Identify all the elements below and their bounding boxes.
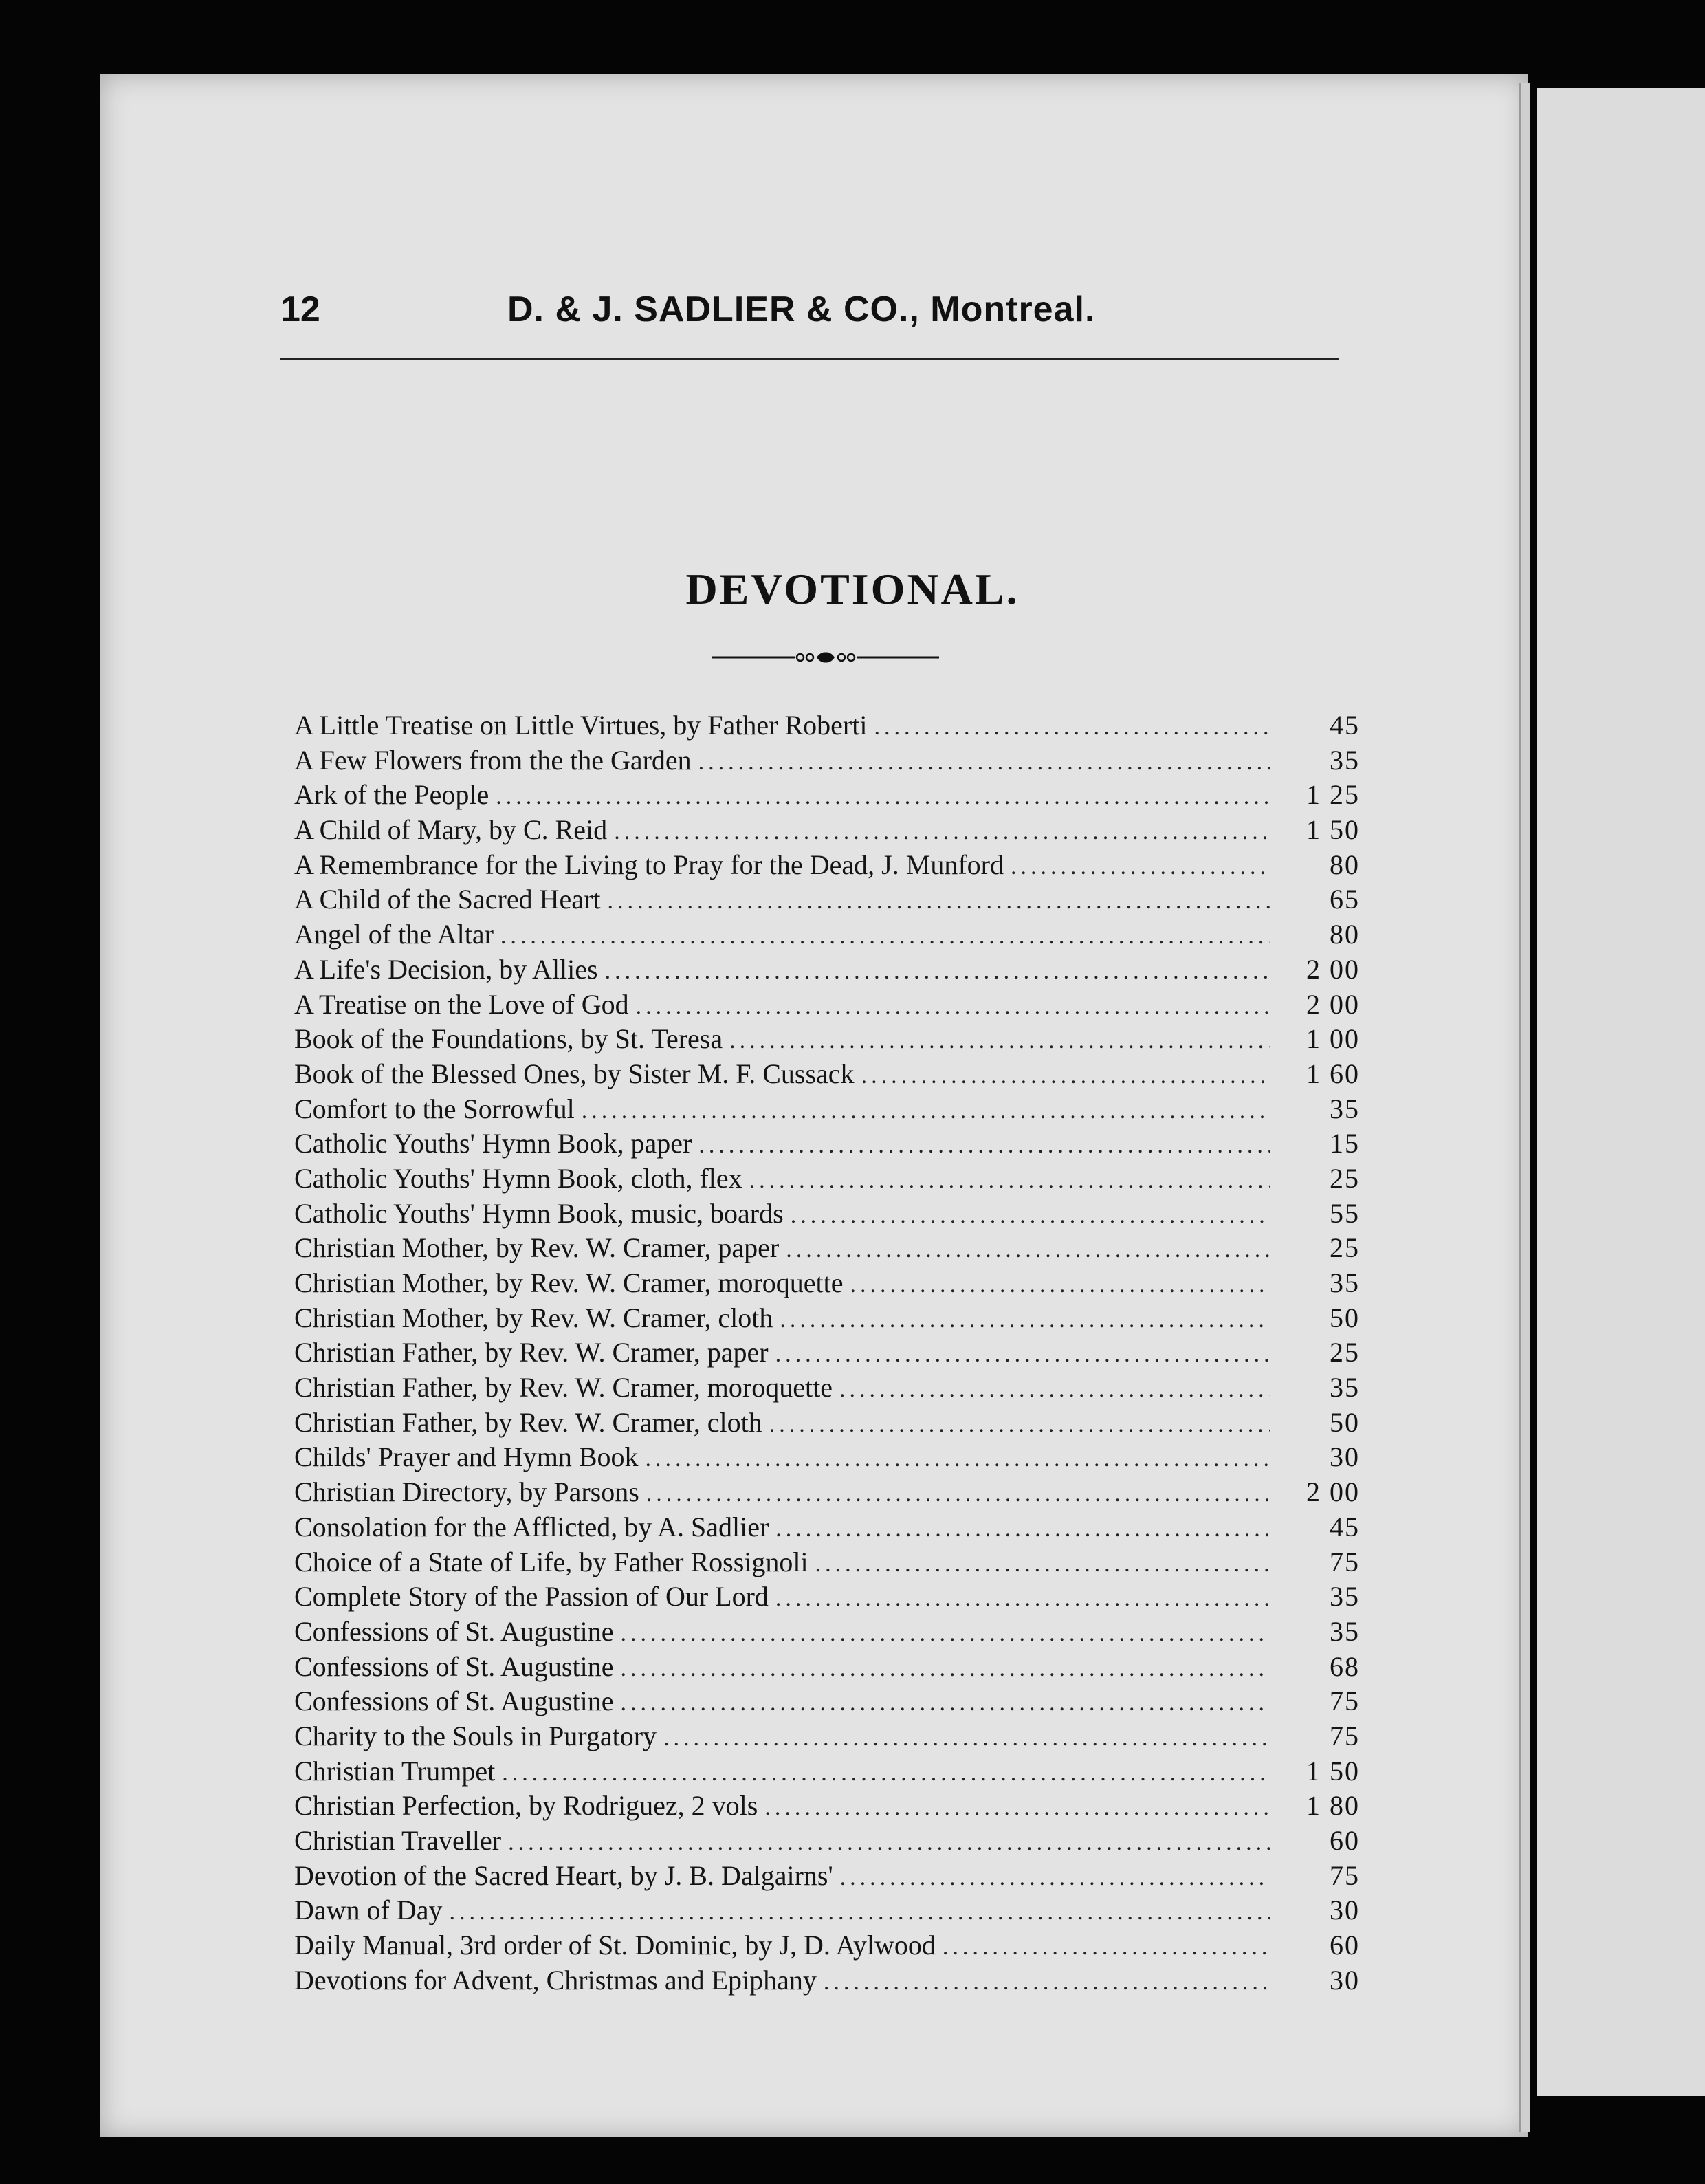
book-title: Dawn of Day (294, 1894, 443, 1926)
book-price: 75 (1330, 1546, 1360, 1577)
list-item (294, 1092, 1360, 1127)
book-price: 75 (1330, 1859, 1360, 1891)
list-item (294, 987, 1360, 1023)
book-price: 68 (1330, 1650, 1360, 1682)
book-title: Christian Directory, by Parsons (294, 1476, 639, 1508)
page-fold (1519, 83, 1530, 2132)
book-price: 75 (1330, 1720, 1360, 1751)
book-title: Devotions for Advent, Christmas and Epiphany (294, 1964, 817, 1996)
dot-leader (815, 1547, 1270, 1582)
dot-leader (769, 1408, 1270, 1443)
list-item (294, 1266, 1360, 1301)
dot-leader (698, 1128, 1270, 1164)
dot-leader (861, 1059, 1270, 1094)
dot-leader (620, 1617, 1270, 1652)
book-title: A Few Flowers from the the Garden (294, 744, 692, 776)
book-title: Choice of a State of Life, by Father Rossignoli (294, 1546, 808, 1577)
dot-leader (850, 1268, 1270, 1303)
book-title: A Child of Mary, by C. Reid (294, 814, 608, 846)
header-rule (280, 358, 1339, 360)
ornament-divider-icon (712, 649, 939, 666)
dot-leader (776, 1337, 1270, 1373)
dot-leader (764, 1791, 1270, 1826)
list-item (294, 882, 1360, 917)
facing-page-edge (1537, 88, 1705, 2096)
list-item (294, 1371, 1360, 1406)
list-item (294, 1754, 1360, 1789)
book-title: A Treatise on the Love of God (294, 988, 629, 1020)
book-title: A Little Treatise on Little Virtues, by Father Roberti (294, 710, 868, 741)
dot-leader (786, 1233, 1270, 1268)
list-item (294, 1161, 1360, 1197)
dot-leader (636, 990, 1270, 1025)
book-title: Christian Perfection, by Rodriguez, 2 vols (294, 1790, 758, 1822)
list-item (294, 1719, 1360, 1754)
list-item (294, 778, 1360, 813)
book-title: Consolation for the Afflicted, by A. Sadlier (294, 1511, 769, 1542)
list-item (294, 1650, 1360, 1685)
list-item (294, 1859, 1360, 1894)
list-item (294, 1126, 1360, 1161)
book-price: 30 (1330, 1894, 1360, 1926)
list-item (294, 848, 1360, 883)
list-item (294, 1440, 1360, 1475)
dot-leader (607, 884, 1270, 919)
book-title: Christian Mother, by Rev. W. Cramer, paper (294, 1232, 780, 1264)
dot-leader (839, 1373, 1270, 1408)
dot-leader (450, 1895, 1271, 1930)
book-price: 80 (1330, 849, 1360, 880)
book-title: Angel of the Altar (294, 919, 494, 950)
book-price: 35 (1330, 744, 1360, 776)
book-price: 60 (1330, 1930, 1360, 1961)
book-price: 35 (1330, 1581, 1360, 1613)
list-item (294, 1615, 1360, 1650)
book-price: 30 (1330, 1441, 1360, 1473)
book-price: 55 (1330, 1197, 1360, 1229)
list-item (294, 1545, 1360, 1580)
book-price: 25 (1330, 1337, 1360, 1368)
dot-leader (776, 1582, 1270, 1617)
book-title: A Remembrance for the Living to Pray for the Dead, J. Munford (294, 849, 1004, 880)
book-price: 15 (1330, 1128, 1360, 1159)
book-price: 35 (1330, 1372, 1360, 1404)
list-item (294, 1406, 1360, 1441)
book-title: A Child of the Sacred Heart (294, 884, 601, 915)
book-title: Charity to the Souls in Purgatory (294, 1720, 657, 1751)
book-price: 75 (1330, 1685, 1360, 1717)
section-title: DEVOTIONAL. (685, 565, 1020, 613)
list-item (294, 1789, 1360, 1824)
list-item (294, 952, 1360, 987)
dot-leader (614, 815, 1270, 850)
book-price: 1 25 (1306, 779, 1360, 811)
list-item (294, 917, 1360, 952)
book-title: Childs' Prayer and Hymn Book (294, 1441, 639, 1473)
book-price: 1 50 (1306, 1755, 1360, 1787)
dot-leader (620, 1686, 1270, 1721)
dot-leader (582, 1094, 1270, 1129)
dot-leader (646, 1442, 1270, 1477)
list-item (294, 1963, 1360, 1998)
dot-leader (698, 745, 1270, 780)
list-item (294, 1580, 1360, 1615)
book-title: Catholic Youths' Hymn Book, music, boards (294, 1197, 784, 1229)
book-price: 30 (1330, 1964, 1360, 1996)
book-title: Comfort to the Sorrowful (294, 1093, 575, 1124)
dot-leader (620, 1652, 1270, 1687)
list-item (294, 1057, 1360, 1092)
book-title: Book of the Foundations, by St. Teresa (294, 1023, 723, 1055)
list-item (294, 1335, 1360, 1371)
book-title: Book of the Blessed Ones, by Sister M. F. Cussack (294, 1058, 855, 1089)
dot-leader (502, 1756, 1270, 1791)
dot-leader (605, 954, 1270, 990)
book-title: Confessions of St. Augustine (294, 1650, 614, 1682)
devotional-book-list (294, 708, 1360, 1998)
dot-leader (824, 1965, 1270, 2000)
book-title: Christian Traveller (294, 1825, 502, 1856)
dot-leader (729, 1024, 1270, 1059)
book-title: Christian Mother, by Rev. W. Cramer, cloth (294, 1302, 773, 1333)
book-price: 1 60 (1306, 1058, 1360, 1089)
book-price: 65 (1330, 884, 1360, 915)
book-title: Devotion of the Sacred Heart, by J. B. Dalgairns' (294, 1859, 833, 1891)
book-title: Complete Story of the Passion of Our Lord (294, 1581, 769, 1613)
list-item (294, 813, 1360, 848)
dot-leader (749, 1164, 1270, 1199)
dot-leader (780, 1303, 1270, 1338)
book-price: 45 (1330, 710, 1360, 741)
list-item (294, 1197, 1360, 1232)
list-item (294, 1475, 1360, 1510)
book-title: Christian Father, by Rev. W. Cramer, paper (294, 1337, 769, 1368)
book-price: 50 (1330, 1406, 1360, 1438)
dot-leader (943, 1930, 1270, 1965)
book-title: Ark of the People (294, 779, 490, 811)
dot-leader (874, 710, 1270, 745)
page-header (280, 289, 1339, 337)
list-item (294, 1022, 1360, 1057)
book-price: 1 80 (1306, 1790, 1360, 1822)
list-item (294, 1824, 1360, 1859)
book-price: 35 (1330, 1267, 1360, 1298)
list-item (294, 1893, 1360, 1928)
book-title: Christian Mother, by Rev. W. Cramer, moroquette (294, 1267, 844, 1298)
dot-leader (496, 780, 1270, 815)
book-title: Catholic Youths' Hymn Book, paper (294, 1128, 692, 1159)
dot-leader (500, 919, 1270, 954)
book-price: 35 (1330, 1615, 1360, 1647)
book-title: Daily Manual, 3rd order of St. Dominic, by J, D. Aylwood (294, 1930, 936, 1961)
list-item (294, 743, 1360, 778)
dot-leader (776, 1512, 1270, 1547)
book-price: 45 (1330, 1511, 1360, 1542)
book-price: 2 00 (1306, 1476, 1360, 1508)
book-price: 1 50 (1306, 814, 1360, 846)
book-price: 1 00 (1306, 1023, 1360, 1055)
book-title: Christian Father, by Rev. W. Cramer, moroquette (294, 1372, 833, 1404)
book-price: 60 (1330, 1825, 1360, 1856)
page-number: 12 (280, 290, 320, 329)
dot-leader (663, 1721, 1270, 1756)
dot-leader (840, 1861, 1270, 1896)
list-item (294, 1301, 1360, 1336)
book-price: 2 00 (1306, 988, 1360, 1020)
dot-leader (1011, 850, 1270, 885)
book-title: Catholic Youths' Hymn Book, cloth, flex (294, 1162, 742, 1194)
book-price: 35 (1330, 1093, 1360, 1124)
book-price: 2 00 (1306, 953, 1360, 985)
book-price: 25 (1330, 1232, 1360, 1264)
list-item (294, 1684, 1360, 1719)
book-title: A Life's Decision, by Allies (294, 953, 598, 985)
book-price: 25 (1330, 1162, 1360, 1194)
list-item (294, 708, 1360, 743)
book-price: 50 (1330, 1302, 1360, 1333)
dot-leader (646, 1477, 1270, 1512)
list-item (294, 1231, 1360, 1266)
dot-leader (508, 1826, 1270, 1861)
book-title: Christian Trumpet (294, 1755, 496, 1787)
list-item (294, 1510, 1360, 1545)
running-head: D. & J. SADLIER & CO., Montreal. (507, 290, 1096, 329)
book-title: Confessions of St. Augustine (294, 1685, 614, 1717)
book-title: Christian Father, by Rev. W. Cramer, cloth (294, 1406, 762, 1438)
dot-leader (791, 1199, 1270, 1234)
list-item (294, 1928, 1360, 1963)
book-price: 80 (1330, 919, 1360, 950)
book-title: Confessions of St. Augustine (294, 1615, 614, 1647)
